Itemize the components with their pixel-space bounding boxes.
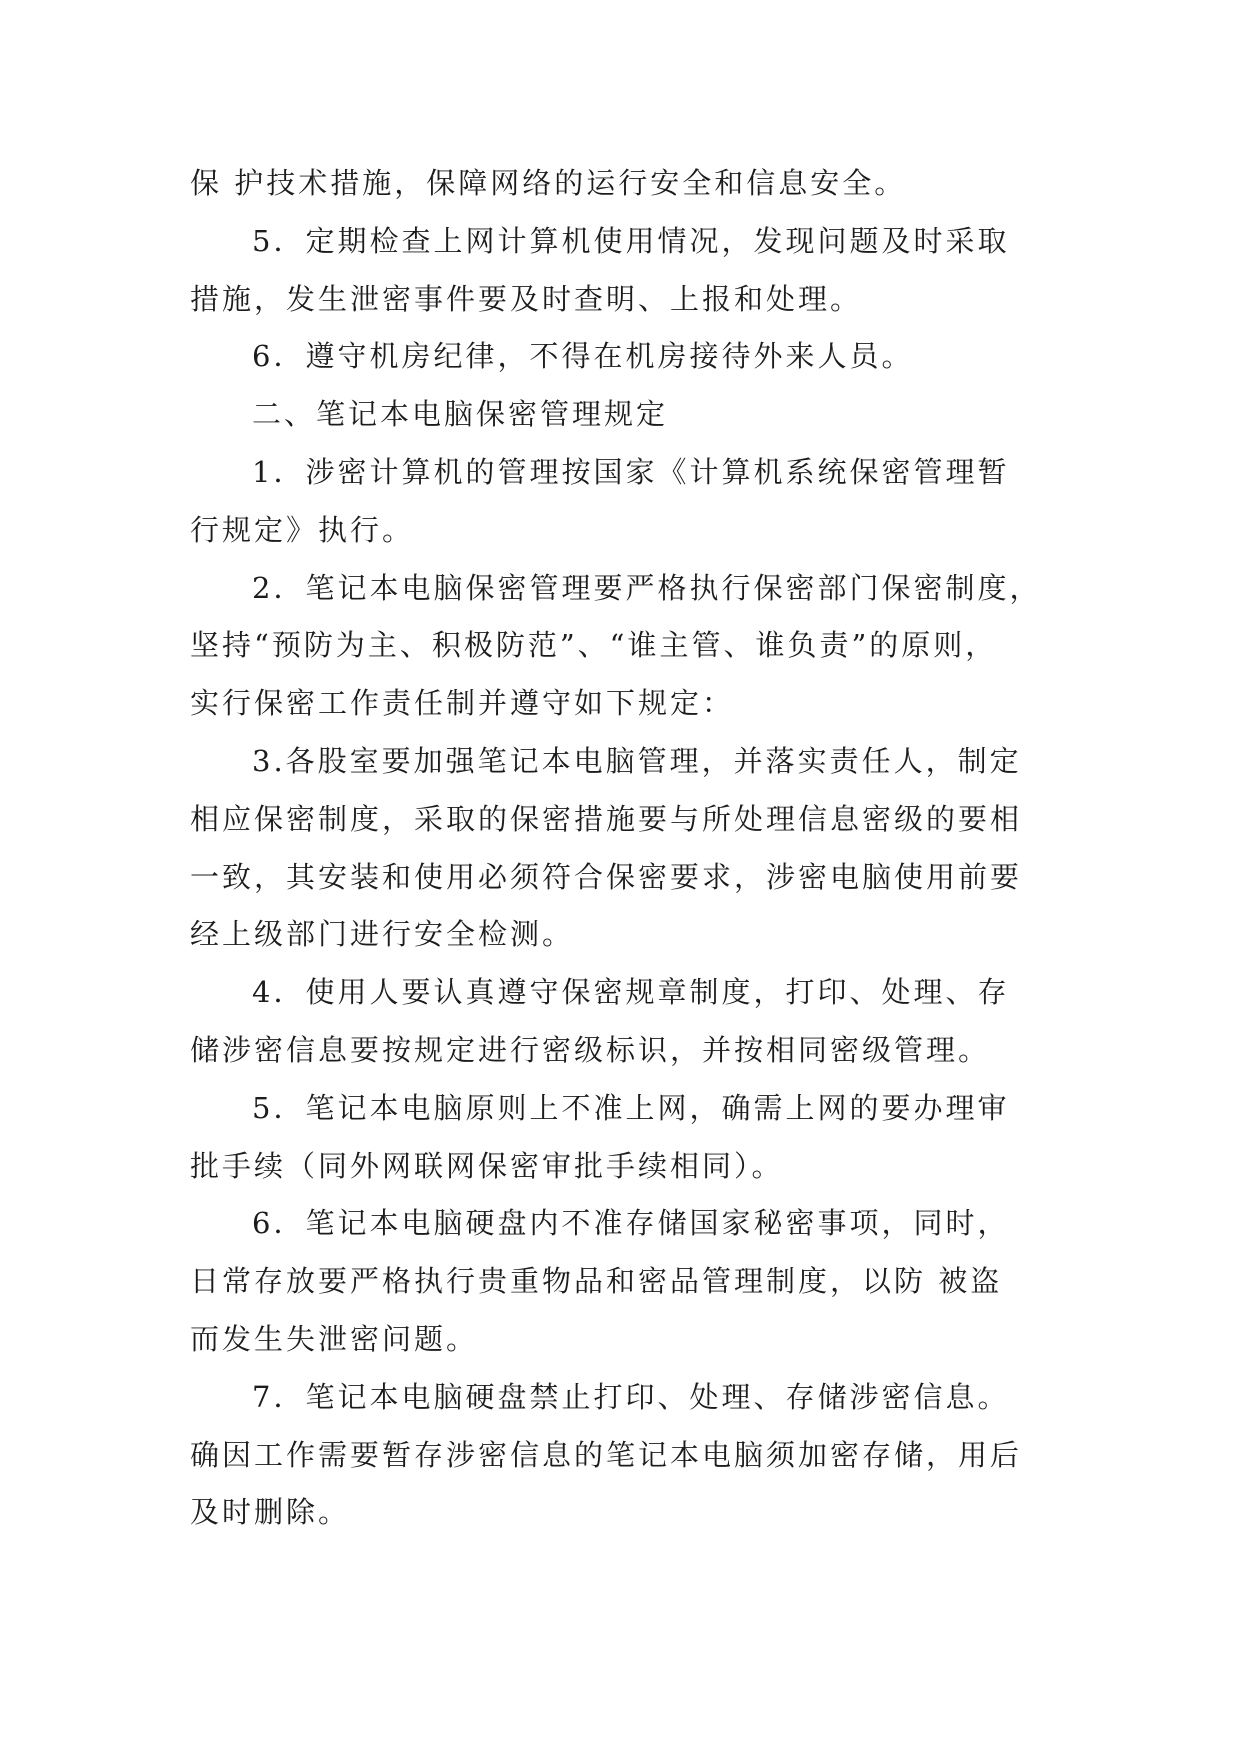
text-line-8: 2．笔记本电脑保密管理要严格执行保密部门保密制度， (252, 570, 1042, 605)
text-line-1: 保 护技术措施，保障网络的运行安全和信息安全。 (190, 166, 907, 200)
text-line-24: 及时删除。 (190, 1495, 351, 1530)
text-line-7: 行规定》执行。 (190, 512, 415, 547)
text-line-19: 6．笔记本电脑硬盘内不准存储国家秘密事项，同时， (252, 1206, 1010, 1241)
text-line-11: 3.各股室要加强笔记本电脑管理，并落实责任人，制定 (252, 743, 1022, 778)
text-line-15: 4．使用人要认真遵守保密规章制度，打印、处理、存 (252, 975, 1010, 1010)
text-line-9: 坚持“预防为主、积极防范”、“谁主管、谁负责”的原则， (190, 628, 998, 663)
text-line-2: 5．定期检查上网计算机使用情况，发现问题及时采取 (252, 223, 1010, 258)
text-line-4: 6．遵守机房纪律，不得在机房接待外来人员。 (252, 339, 914, 374)
text-line-22: 7．笔记本电脑硬盘禁止打印、处理、存储涉密信息。 (252, 1379, 1010, 1414)
text-line-20: 日常存放要严格执行贵重物品和密品管理制度，以防 被盗 (190, 1264, 1003, 1299)
text-line-3: 措施，发生泄密事件要及时查明、上报和处理。 (190, 281, 863, 316)
text-line-23: 确因工作需要暂存涉密信息的笔记本电脑须加密存储，用后 (190, 1437, 1023, 1472)
document-body (190, 155, 1060, 1542)
section-heading: 二、笔记本电脑保密管理规定 (252, 397, 669, 432)
text-line-6: 1．涉密计算机的管理按国家《计算机系统保密管理暂 (252, 454, 1010, 489)
text-line-14: 经上级部门进行安全检测。 (190, 917, 575, 952)
text-line-21: 而发生失泄密问题。 (190, 1321, 479, 1356)
text-line-17: 5．笔记本电脑原则上不准上网，确需上网的要办理审 (252, 1090, 1010, 1125)
text-line-18: 批手续（同外网联网保密审批手续相同）。 (190, 1148, 784, 1183)
text-line-12: 相应保密制度，采取的保密措施要与所处理信息密级的要相 (190, 801, 1023, 836)
text-line-16: 储涉密信息要按规定进行密级标识，并按相同密级管理。 (190, 1032, 991, 1067)
text-line-10: 实行保密工作责任制并遵守如下规定： (190, 686, 735, 721)
text-line-13: 一致，其安装和使用必须符合保密要求，涉密电脑使用前要 (190, 859, 1023, 894)
